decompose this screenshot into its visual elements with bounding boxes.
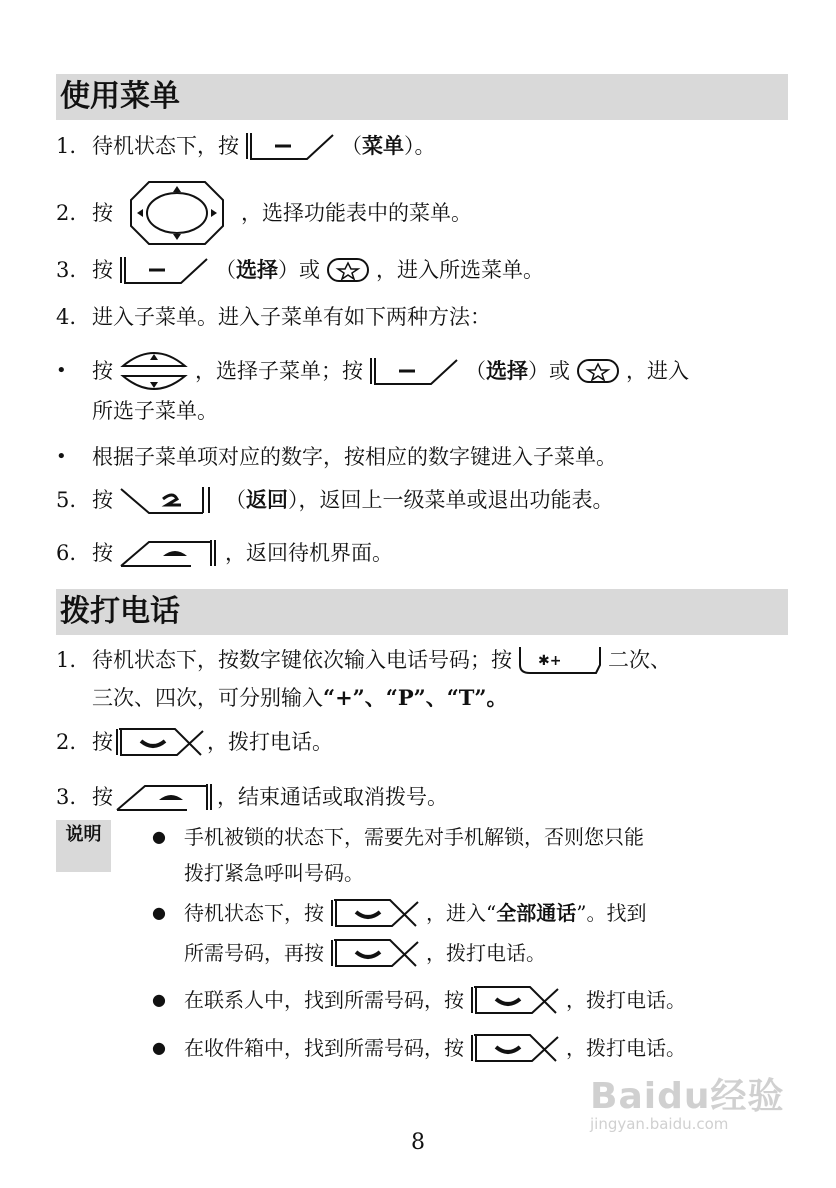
note-text: 在收件箱中，找到所需号码，按 xyxy=(184,1036,464,1060)
bullet-1 xyxy=(56,346,689,396)
note-text: ”。找到 xyxy=(576,901,647,925)
bullet: ● xyxy=(152,1038,166,1057)
left-softkey-icon xyxy=(245,131,335,161)
note-2-cont xyxy=(184,938,546,968)
step-number: 1. xyxy=(56,648,77,672)
step-text: ，拨打电话。 xyxy=(207,730,333,754)
step-4 xyxy=(56,302,491,332)
step-6 xyxy=(56,538,393,568)
step-number: 5. xyxy=(56,488,77,512)
note-1 xyxy=(152,822,644,852)
step-text: 根据子菜单项对应的数字，按相应的数字键进入子菜单。 xyxy=(92,445,617,469)
up-down-key-icon xyxy=(119,346,189,396)
step-2 xyxy=(56,178,472,248)
call-key-icon xyxy=(470,1033,560,1063)
star-key-icon xyxy=(518,645,602,675)
bullet: ● xyxy=(152,903,166,922)
all-calls-label: 全部通话 xyxy=(496,901,577,925)
step-text: ，选择功能表中的菜单。 xyxy=(241,201,472,225)
step-text: ，选择子菜单；按 xyxy=(195,359,363,383)
step-text: 二次、 xyxy=(608,648,671,672)
step-number: 6. xyxy=(56,541,77,565)
end-key-icon xyxy=(119,538,219,568)
call-step-1 xyxy=(56,645,671,675)
step-number: 3. xyxy=(56,258,77,282)
bullet: ● xyxy=(152,990,166,1009)
step-text: 按 xyxy=(92,258,113,282)
call-key-icon xyxy=(115,727,205,757)
bullet-2 xyxy=(56,442,617,472)
section-heading-call: 拨打电话 xyxy=(56,589,788,635)
note-text: 所需号码，再按 xyxy=(184,941,324,965)
note-text: 在联系人中，找到所需号码，按 xyxy=(184,988,464,1012)
watermark-url: jingyan.baidu.com xyxy=(590,1115,729,1133)
step-text: ，结束通话或取消拨号。 xyxy=(217,785,448,809)
watermark-brand: Baidu经验 xyxy=(590,1076,785,1117)
ok-key-icon xyxy=(326,255,370,285)
call-key-icon xyxy=(470,985,560,1015)
note-2 xyxy=(152,898,646,928)
step-text: ）或 xyxy=(278,258,320,282)
step-text: ，返回待机界面。 xyxy=(225,541,393,565)
step-text: 按 xyxy=(92,201,113,225)
ok-key-icon xyxy=(576,356,620,386)
call-step-1-cont xyxy=(92,683,508,713)
paren-open: （ xyxy=(341,134,362,158)
call-step-3 xyxy=(56,782,448,812)
note-text: ，进入“ xyxy=(426,901,497,925)
paren-open: （ xyxy=(225,488,246,512)
p-symbol: “P”、 xyxy=(385,685,447,710)
step-text: ，进入所选菜单。 xyxy=(376,258,544,282)
menu-label: 菜单 xyxy=(362,133,404,158)
note-text: ，拨打电话。 xyxy=(566,988,686,1012)
step-1 xyxy=(56,131,436,161)
note-text: 手机被锁的状态下，需要先对手机解锁，否则您只能 xyxy=(184,825,644,849)
bullet: • xyxy=(56,446,67,467)
select-label: 选择 xyxy=(486,358,528,383)
bullet-1-cont: 所选子菜单。 xyxy=(92,399,218,423)
step-number: 2. xyxy=(56,730,77,754)
step-text: 待机状态下，按数字键依次输入电话号码；按 xyxy=(92,648,512,672)
step-text: ，进入 xyxy=(626,359,689,383)
step-5 xyxy=(56,485,614,515)
bullet: • xyxy=(56,360,67,381)
step-text: ），返回上一级菜单或退出功能表。 xyxy=(288,488,614,512)
note-text: 待机状态下，按 xyxy=(184,901,324,925)
note-1-cont: 拨打紧急呼叫号码。 xyxy=(184,861,364,885)
step-text: 按 xyxy=(92,785,113,809)
step-number: 1. xyxy=(56,134,77,158)
note-3 xyxy=(152,985,686,1015)
note-text: ，拨打电话。 xyxy=(426,941,546,965)
note-label: 说明 xyxy=(56,820,111,872)
step-text: 按 xyxy=(92,488,113,512)
call-step-2 xyxy=(56,727,333,757)
note-text: ，拨打电话。 xyxy=(566,1036,686,1060)
paren-open: （ xyxy=(215,258,236,282)
navigation-key-icon xyxy=(127,178,227,248)
step-3 xyxy=(56,255,544,285)
t-symbol: “T”。 xyxy=(446,685,508,710)
paren-close: ）。 xyxy=(404,134,436,158)
section-heading-menu: 使用菜单 xyxy=(56,74,788,120)
step-text: 进入子菜单。进入子菜单有如下两种方法： xyxy=(92,305,491,329)
step-number: 3. xyxy=(56,785,77,809)
call-key-icon xyxy=(330,938,420,968)
note-4 xyxy=(152,1033,686,1063)
left-softkey-icon xyxy=(119,255,209,285)
select-label: 选择 xyxy=(236,257,278,282)
step-text: 按 xyxy=(92,730,113,754)
step-text: 按 xyxy=(92,541,113,565)
page-number: 8 xyxy=(411,1130,425,1155)
step-number: 2. xyxy=(56,201,77,225)
step-text: 三次、四次，可分别输入 xyxy=(92,686,323,710)
back-label: 返回 xyxy=(246,487,288,512)
plus-symbol: “+”、 xyxy=(323,685,386,710)
step-text: 待机状态下，按 xyxy=(92,134,239,158)
step-text: ）或 xyxy=(528,359,570,383)
back-key-icon xyxy=(119,485,219,515)
step-number: 4. xyxy=(56,305,77,329)
call-key-icon xyxy=(330,898,420,928)
end-key-icon xyxy=(115,782,215,812)
paren-open: （ xyxy=(465,359,486,383)
left-softkey-icon xyxy=(369,356,459,386)
bullet: ● xyxy=(152,827,166,846)
step-text: 按 xyxy=(92,359,113,383)
watermark xyxy=(590,1068,784,1133)
